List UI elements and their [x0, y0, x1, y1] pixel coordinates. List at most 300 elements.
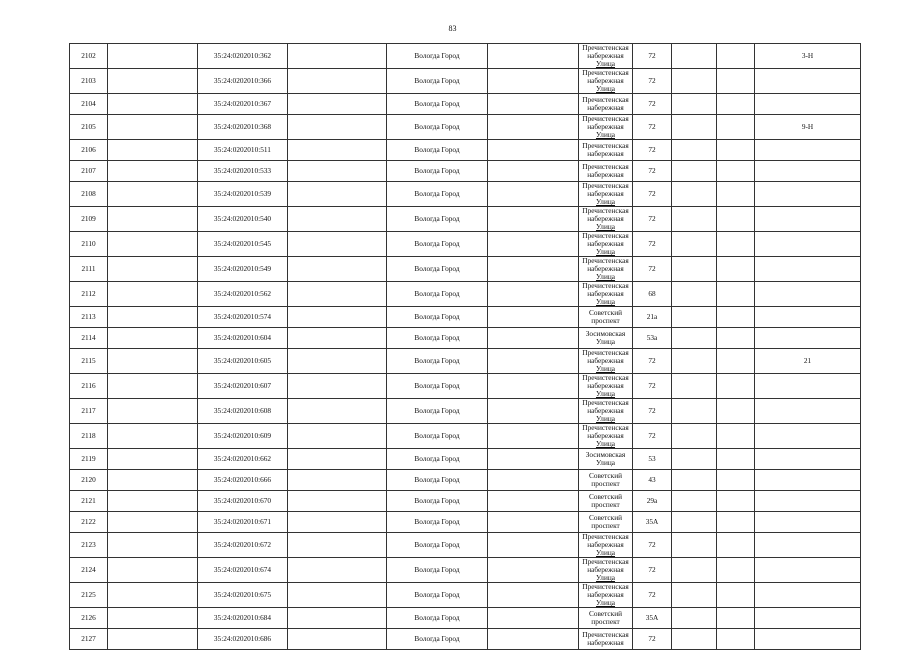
- settlement-cell: Вологда Город: [387, 512, 488, 533]
- empty-cell: [108, 374, 198, 399]
- table-row: [70, 629, 861, 650]
- cadastral-number-cell: 35:24:0202010:549: [198, 257, 288, 282]
- empty-cell: [108, 115, 198, 140]
- flat-number-cell: [755, 232, 861, 257]
- street-name: Зосимовская Улица: [585, 329, 626, 346]
- empty-cell: [717, 629, 755, 650]
- empty-cell: [108, 491, 198, 512]
- empty-cell: [288, 424, 387, 449]
- house-number-cell: 72: [633, 140, 672, 161]
- table-row: [70, 470, 861, 491]
- empty-cell: [672, 69, 717, 94]
- cadastral-number-cell: 35:24:0202010:684: [198, 608, 288, 629]
- row-number-cell: 2119: [70, 449, 108, 470]
- empty-cell: [488, 257, 579, 282]
- empty-cell: [488, 608, 579, 629]
- table-row: [70, 424, 861, 449]
- cadastral-number-cell: 35:24:0202010:674: [198, 558, 288, 583]
- row-number-cell: 2105: [70, 115, 108, 140]
- settlement-cell: Вологда Город: [387, 558, 488, 583]
- house-number-cell: 43: [633, 470, 672, 491]
- empty-cell: [488, 115, 579, 140]
- empty-cell: [288, 470, 387, 491]
- empty-cell: [672, 424, 717, 449]
- house-number-cell: 53а: [633, 328, 672, 349]
- settlement-cell: Вологда Город: [387, 232, 488, 257]
- table-row: [70, 94, 861, 115]
- row-number-cell: 2110: [70, 232, 108, 257]
- flat-number-cell: [755, 328, 861, 349]
- flat-number-cell: [755, 608, 861, 629]
- row-number-cell: 2117: [70, 399, 108, 424]
- house-number-cell: 72: [633, 182, 672, 207]
- empty-cell: [488, 349, 579, 374]
- house-number-cell: 72: [633, 115, 672, 140]
- empty-cell: [717, 94, 755, 115]
- empty-cell: [672, 583, 717, 608]
- flat-number-cell: [755, 558, 861, 583]
- empty-cell: [288, 449, 387, 470]
- empty-cell: [108, 470, 198, 491]
- street-name: Зосимовская Улица: [585, 450, 626, 467]
- table-row: [70, 328, 861, 349]
- street-name: Пречистенская набережная: [582, 281, 629, 298]
- house-number-cell: 72: [633, 44, 672, 69]
- table-row: [70, 115, 861, 140]
- empty-cell: [672, 307, 717, 328]
- house-number-cell: 72: [633, 399, 672, 424]
- empty-cell: [488, 399, 579, 424]
- street-name: Пречистенская набережная: [582, 557, 629, 574]
- street-name: Советский проспект: [588, 609, 623, 626]
- settlement-cell: Вологда Город: [387, 533, 488, 558]
- flat-number-cell: [755, 629, 861, 650]
- settlement-cell: Вологда Город: [387, 307, 488, 328]
- empty-cell: [672, 470, 717, 491]
- street-type: Улица: [595, 389, 616, 398]
- row-number-cell: 2103: [70, 69, 108, 94]
- empty-cell: [288, 94, 387, 115]
- flat-number-cell: [755, 583, 861, 608]
- street-type: Улица: [595, 598, 616, 607]
- settlement-cell: Вологда Город: [387, 161, 488, 182]
- street-cell: [579, 558, 633, 583]
- street-cell: [579, 533, 633, 558]
- empty-cell: [108, 69, 198, 94]
- flat-number-cell: [755, 399, 861, 424]
- house-number-cell: 35А: [633, 512, 672, 533]
- empty-cell: [288, 257, 387, 282]
- house-number-cell: 72: [633, 69, 672, 94]
- empty-cell: [717, 374, 755, 399]
- empty-cell: [488, 140, 579, 161]
- empty-cell: [717, 69, 755, 94]
- page-number: 83: [448, 24, 457, 33]
- empty-cell: [488, 558, 579, 583]
- street-type: Улица: [595, 364, 616, 373]
- table-row: [70, 232, 861, 257]
- flat-number-cell: [755, 207, 861, 232]
- empty-cell: [672, 161, 717, 182]
- house-number-cell: 72: [633, 161, 672, 182]
- street-name: Пречистенская набережная: [582, 256, 629, 273]
- row-number-cell: 2120: [70, 470, 108, 491]
- empty-cell: [288, 232, 387, 257]
- empty-cell: [672, 115, 717, 140]
- empty-cell: [717, 307, 755, 328]
- cadastral-number-cell: 35:24:0202010:604: [198, 328, 288, 349]
- house-number-cell: 72: [633, 232, 672, 257]
- settlement-cell: Вологда Город: [387, 328, 488, 349]
- street-cell: [579, 583, 633, 608]
- empty-cell: [108, 182, 198, 207]
- street-name: Пречистенская набережная: [582, 630, 629, 647]
- flat-number-cell: [755, 140, 861, 161]
- street-type: Улица: [595, 548, 616, 557]
- cadastral-number-cell: 35:24:0202010:609: [198, 424, 288, 449]
- flat-number-cell: [755, 182, 861, 207]
- street-name: Советский проспект: [588, 471, 623, 488]
- street-type: Улица: [595, 272, 616, 281]
- street-type: Улица: [595, 59, 616, 68]
- empty-cell: [108, 512, 198, 533]
- row-number-cell: 2108: [70, 182, 108, 207]
- empty-cell: [288, 182, 387, 207]
- settlement-cell: Вологда Город: [387, 491, 488, 512]
- house-number-cell: 72: [633, 583, 672, 608]
- flat-number-cell: [755, 491, 861, 512]
- street-name: Пречистенская набережная: [582, 141, 629, 158]
- street-name: Пречистенская набережная: [582, 181, 629, 198]
- empty-cell: [672, 491, 717, 512]
- house-number-cell: 53: [633, 449, 672, 470]
- cadastral-number-cell: 35:24:0202010:533: [198, 161, 288, 182]
- house-number-cell: 21а: [633, 307, 672, 328]
- table-row: [70, 140, 861, 161]
- table-row: [70, 282, 861, 307]
- cadastral-number-cell: 35:24:0202010:662: [198, 449, 288, 470]
- row-number-cell: 2126: [70, 608, 108, 629]
- street-cell: [579, 374, 633, 399]
- settlement-cell: Вологда Город: [387, 374, 488, 399]
- empty-cell: [488, 374, 579, 399]
- empty-cell: [108, 558, 198, 583]
- empty-cell: [288, 349, 387, 374]
- settlement-cell: Вологда Город: [387, 583, 488, 608]
- row-number-cell: 2102: [70, 44, 108, 69]
- table-row: [70, 608, 861, 629]
- empty-cell: [488, 533, 579, 558]
- empty-cell: [488, 282, 579, 307]
- cadastral-number-cell: 35:24:0202010:367: [198, 94, 288, 115]
- street-cell: [579, 512, 633, 533]
- cadastral-number-cell: 35:24:0202010:362: [198, 44, 288, 69]
- street-type: Улица: [595, 197, 616, 206]
- street-name: Советский проспект: [588, 308, 623, 325]
- flat-number-cell: 21: [755, 349, 861, 374]
- empty-cell: [288, 69, 387, 94]
- empty-cell: [488, 182, 579, 207]
- empty-cell: [717, 161, 755, 182]
- empty-cell: [717, 44, 755, 69]
- empty-cell: [488, 94, 579, 115]
- empty-cell: [672, 282, 717, 307]
- table-row: [70, 374, 861, 399]
- table-row: [70, 161, 861, 182]
- table-row: [70, 449, 861, 470]
- empty-cell: [488, 161, 579, 182]
- empty-cell: [108, 307, 198, 328]
- table-row: [70, 207, 861, 232]
- empty-cell: [108, 94, 198, 115]
- street-name: Пречистенская набережная: [582, 348, 629, 365]
- empty-cell: [717, 470, 755, 491]
- empty-cell: [108, 232, 198, 257]
- empty-cell: [288, 161, 387, 182]
- row-number-cell: 2118: [70, 424, 108, 449]
- row-number-cell: 2122: [70, 512, 108, 533]
- settlement-cell: Вологда Город: [387, 69, 488, 94]
- row-number-cell: 2116: [70, 374, 108, 399]
- empty-cell: [672, 512, 717, 533]
- empty-cell: [717, 282, 755, 307]
- flat-number-cell: [755, 161, 861, 182]
- cadastral-number-cell: 35:24:0202010:675: [198, 583, 288, 608]
- cadastral-number-cell: 35:24:0202010:605: [198, 349, 288, 374]
- street-cell: [579, 257, 633, 282]
- flat-number-cell: [755, 94, 861, 115]
- house-number-cell: 68: [633, 282, 672, 307]
- empty-cell: [288, 307, 387, 328]
- empty-cell: [288, 558, 387, 583]
- cadastral-number-cell: 35:24:0202010:562: [198, 282, 288, 307]
- flat-number-cell: [755, 512, 861, 533]
- street-cell: [579, 349, 633, 374]
- cadastral-number-cell: 35:24:0202010:607: [198, 374, 288, 399]
- flat-number-cell: [755, 307, 861, 328]
- empty-cell: [672, 533, 717, 558]
- empty-cell: [108, 207, 198, 232]
- empty-cell: [488, 232, 579, 257]
- empty-cell: [717, 349, 755, 374]
- empty-cell: [488, 629, 579, 650]
- street-name: Пречистенская набережная: [582, 532, 629, 549]
- flat-number-cell: [755, 533, 861, 558]
- empty-cell: [488, 328, 579, 349]
- empty-cell: [672, 608, 717, 629]
- settlement-cell: Вологда Город: [387, 115, 488, 140]
- empty-cell: [488, 424, 579, 449]
- empty-cell: [288, 608, 387, 629]
- empty-cell: [108, 424, 198, 449]
- street-cell: [579, 282, 633, 307]
- empty-cell: [108, 282, 198, 307]
- row-number-cell: 2112: [70, 282, 108, 307]
- empty-cell: [672, 140, 717, 161]
- empty-cell: [717, 232, 755, 257]
- table-row: [70, 512, 861, 533]
- table-row: [70, 182, 861, 207]
- cadastral-number-cell: 35:24:0202010:540: [198, 207, 288, 232]
- house-number-cell: 72: [633, 94, 672, 115]
- street-cell: [579, 424, 633, 449]
- empty-cell: [288, 207, 387, 232]
- empty-cell: [288, 282, 387, 307]
- settlement-cell: Вологда Город: [387, 140, 488, 161]
- empty-cell: [717, 399, 755, 424]
- street-cell: [579, 608, 633, 629]
- empty-cell: [288, 399, 387, 424]
- street-cell: [579, 232, 633, 257]
- empty-cell: [488, 583, 579, 608]
- empty-cell: [672, 182, 717, 207]
- street-cell: [579, 115, 633, 140]
- flat-number-cell: [755, 449, 861, 470]
- table-row: [70, 399, 861, 424]
- flat-number-cell: 9-Н: [755, 115, 861, 140]
- empty-cell: [288, 374, 387, 399]
- empty-cell: [108, 583, 198, 608]
- empty-cell: [488, 44, 579, 69]
- cadastral-number-cell: 35:24:0202010:366: [198, 69, 288, 94]
- house-number-cell: 72: [633, 257, 672, 282]
- street-cell: [579, 470, 633, 491]
- street-name: Советский проспект: [588, 492, 623, 509]
- street-name: Пречистенская набережная: [582, 95, 629, 112]
- cadastral-number-cell: 35:24:0202010:574: [198, 307, 288, 328]
- empty-cell: [108, 399, 198, 424]
- table-row: [70, 533, 861, 558]
- house-number-cell: 72: [633, 533, 672, 558]
- empty-cell: [108, 161, 198, 182]
- empty-cell: [288, 328, 387, 349]
- empty-cell: [108, 349, 198, 374]
- street-cell: [579, 94, 633, 115]
- house-number-cell: 72: [633, 374, 672, 399]
- row-number-cell: 2125: [70, 583, 108, 608]
- settlement-cell: Вологда Город: [387, 94, 488, 115]
- street-name: Пречистенская набережная: [582, 162, 629, 179]
- empty-cell: [717, 608, 755, 629]
- settlement-cell: Вологда Город: [387, 44, 488, 69]
- row-number-cell: 2123: [70, 533, 108, 558]
- empty-cell: [672, 207, 717, 232]
- registry-table: [69, 43, 861, 650]
- cadastral-number-cell: 35:24:0202010:368: [198, 115, 288, 140]
- street-name: Пречистенская набережная: [582, 373, 629, 390]
- settlement-cell: Вологда Город: [387, 470, 488, 491]
- empty-cell: [717, 257, 755, 282]
- empty-cell: [672, 44, 717, 69]
- row-number-cell: 2107: [70, 161, 108, 182]
- house-number-cell: 35А: [633, 608, 672, 629]
- empty-cell: [488, 307, 579, 328]
- empty-cell: [717, 558, 755, 583]
- settlement-cell: Вологда Город: [387, 399, 488, 424]
- house-number-cell: 72: [633, 424, 672, 449]
- table-row: [70, 583, 861, 608]
- empty-cell: [288, 44, 387, 69]
- empty-cell: [717, 424, 755, 449]
- street-cell: [579, 449, 633, 470]
- empty-cell: [288, 512, 387, 533]
- empty-cell: [717, 182, 755, 207]
- flat-number-cell: [755, 424, 861, 449]
- empty-cell: [288, 115, 387, 140]
- empty-cell: [717, 583, 755, 608]
- table-body: [70, 44, 861, 650]
- table-row: [70, 44, 861, 69]
- row-number-cell: 2127: [70, 629, 108, 650]
- cadastral-number-cell: 35:24:0202010:672: [198, 533, 288, 558]
- street-type: Улица: [595, 414, 616, 423]
- table-row: [70, 491, 861, 512]
- row-number-cell: 2114: [70, 328, 108, 349]
- street-type: Улица: [595, 297, 616, 306]
- street-type: Улица: [595, 247, 616, 256]
- street-name: Пречистенская набережная: [582, 68, 629, 85]
- street-name: Пречистенская набережная: [582, 114, 629, 131]
- empty-cell: [488, 449, 579, 470]
- empty-cell: [108, 257, 198, 282]
- settlement-cell: Вологда Город: [387, 207, 488, 232]
- table-row: [70, 349, 861, 374]
- empty-cell: [488, 470, 579, 491]
- street-name: Пречистенская набережная: [582, 43, 629, 60]
- flat-number-cell: [755, 470, 861, 491]
- street-cell: [579, 328, 633, 349]
- street-type: Улица: [595, 222, 616, 231]
- empty-cell: [672, 257, 717, 282]
- empty-cell: [717, 449, 755, 470]
- street-name: Пречистенская набережная: [582, 231, 629, 248]
- street-cell: [579, 307, 633, 328]
- row-number-cell: 2111: [70, 257, 108, 282]
- street-cell: [579, 44, 633, 69]
- street-cell: [579, 161, 633, 182]
- empty-cell: [672, 328, 717, 349]
- street-name: Пречистенская набережная: [582, 398, 629, 415]
- table-row: [70, 69, 861, 94]
- empty-cell: [672, 232, 717, 257]
- empty-cell: [108, 328, 198, 349]
- empty-cell: [488, 512, 579, 533]
- empty-cell: [108, 44, 198, 69]
- empty-cell: [108, 140, 198, 161]
- empty-cell: [717, 328, 755, 349]
- table-row: [70, 257, 861, 282]
- settlement-cell: Вологда Город: [387, 424, 488, 449]
- cadastral-number-cell: 35:24:0202010:539: [198, 182, 288, 207]
- street-cell: [579, 491, 633, 512]
- empty-cell: [717, 207, 755, 232]
- row-number-cell: 2104: [70, 94, 108, 115]
- row-number-cell: 2121: [70, 491, 108, 512]
- street-name: Советский проспект: [588, 513, 623, 530]
- empty-cell: [717, 115, 755, 140]
- settlement-cell: Вологда Город: [387, 257, 488, 282]
- empty-cell: [672, 399, 717, 424]
- empty-cell: [108, 533, 198, 558]
- empty-cell: [672, 558, 717, 583]
- street-name: Пречистенская набережная: [582, 582, 629, 599]
- house-number-cell: 72: [633, 558, 672, 583]
- street-cell: [579, 629, 633, 650]
- empty-cell: [672, 374, 717, 399]
- street-type: Улица: [595, 130, 616, 139]
- street-type: Улица: [595, 439, 616, 448]
- street-type: Улица: [595, 84, 616, 93]
